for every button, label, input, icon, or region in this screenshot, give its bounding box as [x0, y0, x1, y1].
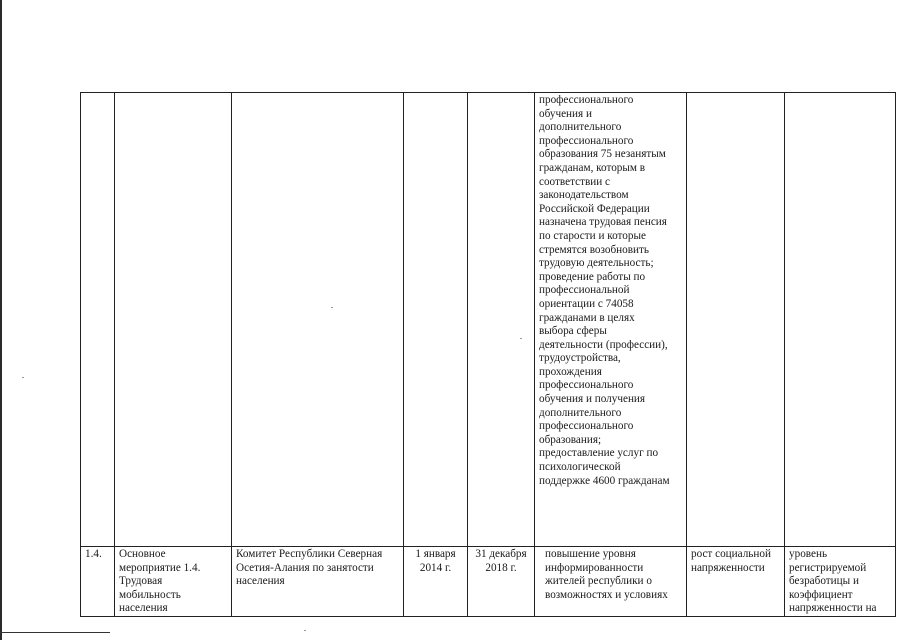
text-line: профессиональной — [539, 284, 630, 297]
text-line: Осетия-Алания по занятости — [236, 561, 374, 574]
text-line: населения — [119, 602, 168, 615]
text-line: обучения и получения — [539, 393, 646, 406]
text-line: 2014 г. — [419, 561, 452, 574]
text-line: дополнительного — [539, 406, 622, 419]
text-line: психологической — [539, 461, 621, 474]
text-line: выбора сферы — [539, 325, 607, 338]
text-line: предоставление услуг по — [539, 447, 659, 460]
footnote-rule — [0, 632, 110, 633]
text-line: Комитет Республики Северная — [236, 548, 383, 560]
text-line: возможностях и условиях — [545, 588, 668, 601]
scan-speck — [331, 307, 333, 308]
text-line: трудоустройства, — [539, 352, 621, 365]
scan-speck — [304, 630, 306, 631]
text-line: профессионального — [539, 379, 634, 392]
table-row-continuation — [81, 93, 896, 547]
cell-start-empty — [404, 93, 468, 547]
cell-expected-result — [535, 547, 687, 617]
text-line: гражданами в целях — [539, 311, 635, 324]
text-line: обучения и — [539, 107, 592, 120]
text-line: соответствии с — [539, 175, 610, 188]
text-line: мероприятие 1.4. — [119, 561, 201, 574]
text-line: гражданам, которым в — [539, 161, 646, 174]
scan-speck — [22, 377, 24, 378]
text-line: жителей республики о — [545, 575, 652, 588]
text-line: повышение уровня — [545, 548, 636, 560]
text-line: населения — [236, 575, 285, 588]
cell-number — [81, 547, 115, 617]
text-line: деятельности (профессии), — [539, 338, 668, 351]
text-line: Основное — [119, 548, 166, 560]
cell-executor — [232, 547, 404, 617]
text-line: профессионального — [539, 134, 634, 147]
text-line: прохождения — [539, 365, 602, 378]
text-line: законодательством — [539, 189, 629, 202]
text-line: коэффициент — [789, 588, 853, 601]
text-line: Российской Федерации — [539, 202, 650, 215]
text-line: регистрируемой — [789, 561, 867, 574]
text-line: напряженности — [691, 561, 765, 574]
text-line: назначена трудовая пенсия — [539, 216, 667, 229]
text-line: профессионального — [539, 420, 634, 433]
cell-end-empty — [468, 93, 535, 547]
cell-consequence-empty — [687, 93, 785, 547]
cell-end-date — [468, 547, 535, 617]
text-line: трудовую деятельность; — [539, 257, 654, 270]
text-line: 1 января — [415, 548, 456, 560]
text-line: 31 декабря — [475, 548, 527, 560]
cell-number-empty — [81, 93, 115, 547]
cell-start-date — [404, 547, 468, 617]
text-line: уровень — [789, 548, 828, 560]
text-line: информированности — [545, 561, 644, 574]
cell-activity-empty — [115, 93, 232, 547]
text-line: мобильность — [119, 588, 181, 601]
text-line: дополнительного — [539, 121, 622, 134]
cell-indicator-empty — [785, 93, 896, 547]
cell-measures-continuation — [535, 93, 687, 547]
text-line: профессионального — [539, 94, 634, 106]
text-line: поддержке 4600 гражданам — [539, 474, 670, 487]
text-line: Трудовая — [119, 575, 163, 588]
text-line: 2018 г. — [485, 561, 517, 574]
cell-indicator — [785, 547, 896, 617]
cell-activity — [115, 547, 232, 617]
cell-consequence — [687, 547, 785, 617]
activities-table — [80, 92, 896, 617]
cell-executor-empty — [232, 93, 404, 547]
text-line: напряженности на — [789, 602, 877, 615]
text-line: по старости и которые — [539, 229, 646, 242]
text-line: безработицы и — [789, 575, 859, 588]
text-line: образования 75 незанятым — [539, 148, 666, 161]
scan-page-edge — [0, 0, 2, 640]
scan-speck — [520, 338, 522, 339]
text-line: рост социальной — [691, 548, 771, 560]
text-line: ориентации с 74058 — [539, 297, 634, 310]
text-line: проведение работы по — [539, 270, 646, 283]
text-line: образования; — [539, 433, 602, 446]
row-number: 1.4. — [85, 548, 102, 560]
table-row-1-4 — [81, 547, 896, 617]
text-line: стремятся возобновить — [539, 243, 649, 256]
